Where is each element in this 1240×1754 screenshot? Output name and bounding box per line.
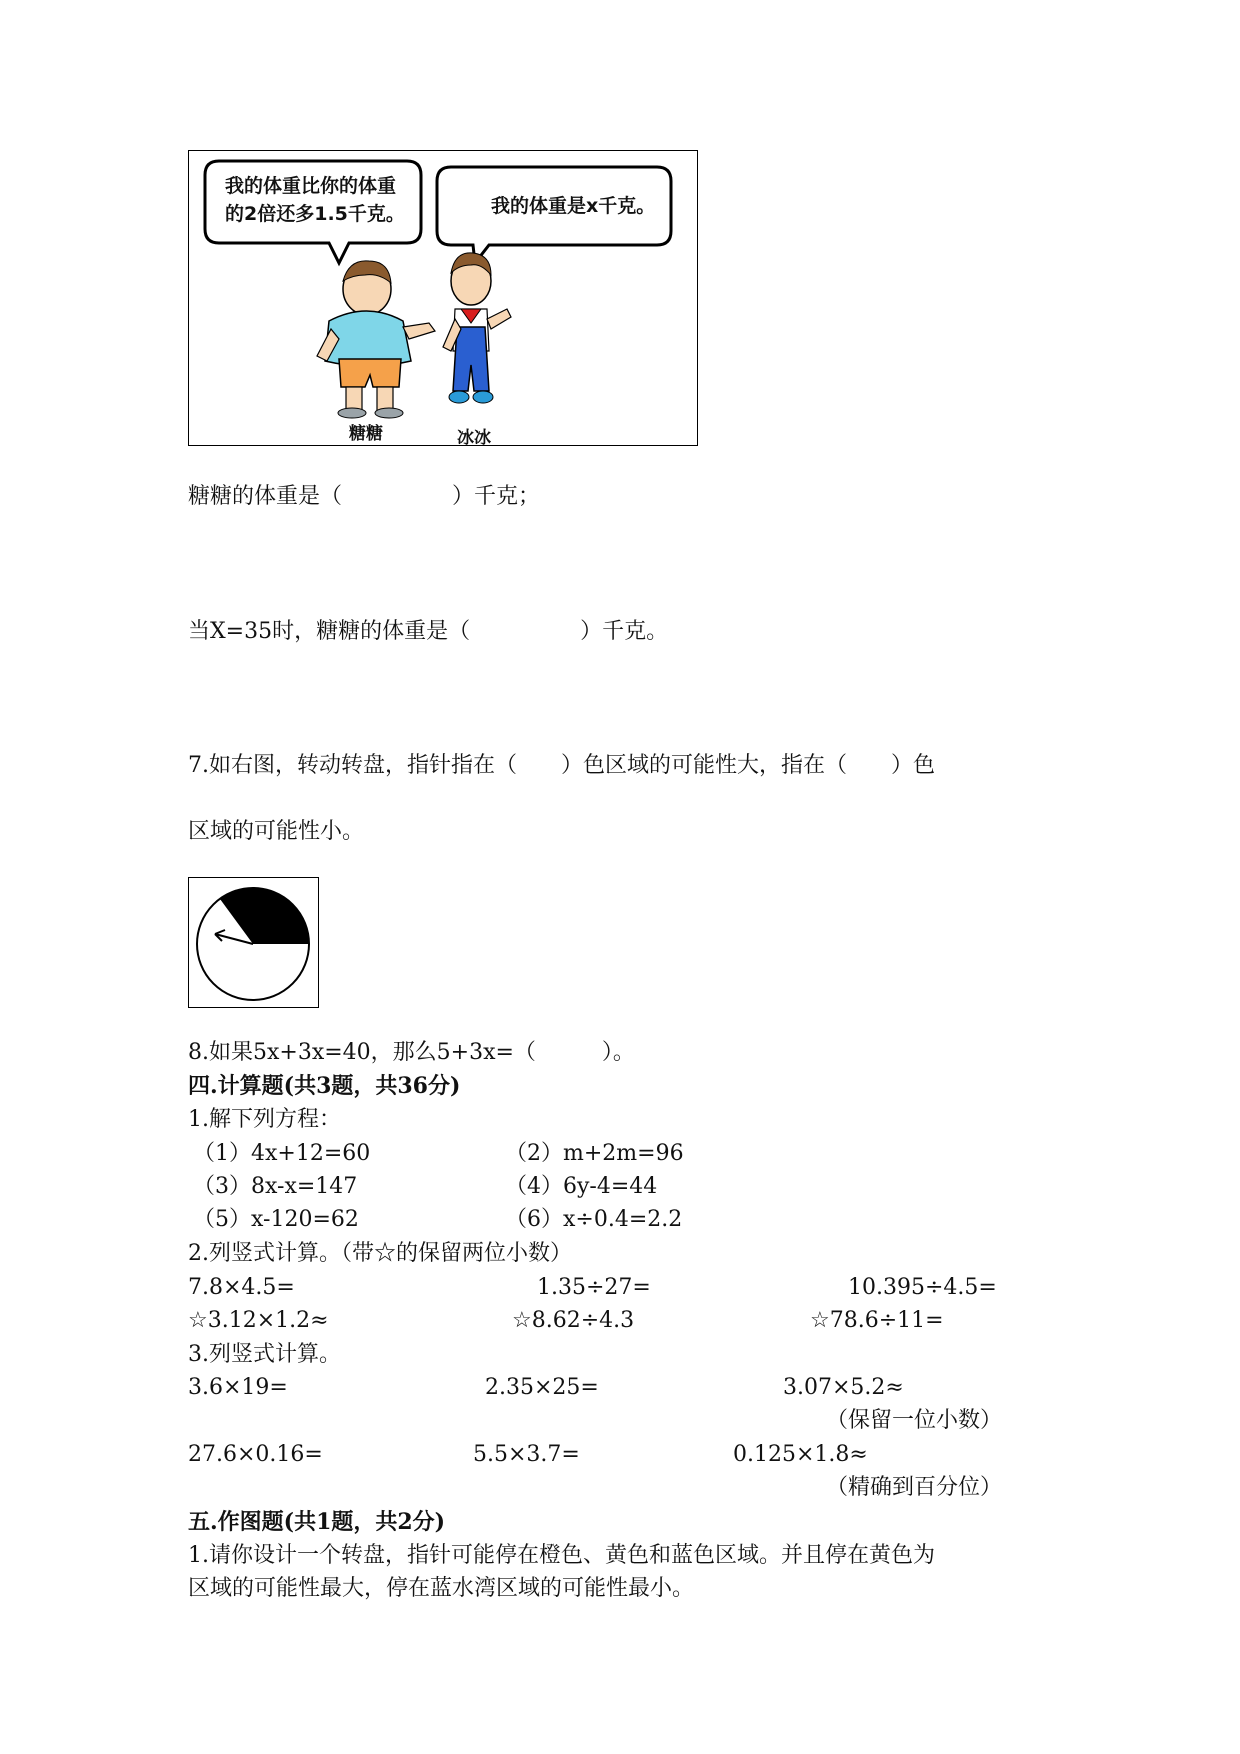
q7-line1: 7.如右图，转动转盘，指针指在（ ）色区域的可能性大，指在（ ）色 [188,753,935,778]
name-label-tangtang: 糖糖 [349,424,383,444]
section4-heading: 四.计算题(共3题，共36分) [188,1073,461,1099]
calc3-item-4: 27.6×0.16= [188,1442,323,1467]
calc3-item-3: 3.07×5.2≈ [783,1375,904,1400]
bubble-left-line1: 我的体重比你的体重 [225,175,397,197]
spinner-diagram [189,878,317,1006]
calc2-item-6: ☆78.6÷11= [810,1308,944,1333]
equation-1: （1）4x+12=60 [193,1141,371,1166]
calc3-item-6: 0.125×1.8≈ [733,1442,868,1467]
section4-p2-title: 2.列竖式计算。（带☆的保留两位小数） [188,1241,572,1266]
calc2-item-1: 7.8×4.5= [188,1275,295,1300]
equation-5: （5）x-120=62 [193,1207,359,1232]
calc2-item-5: ☆8.62÷4.3 [512,1308,635,1333]
equation-4: （4）6y-4=44 [505,1174,658,1199]
equation-3: （3）8x-x=147 [193,1174,358,1199]
calc2-item-4: ☆3.12×1.2≈ [188,1308,329,1333]
section4-p3-title: 3.列竖式计算。 [188,1342,341,1367]
bubble-left-line2: 的2倍还多1.5千克。 [225,203,405,225]
calc3-note-2: （精确到百分位） [826,1475,1003,1500]
q8-text: 8.如果5x+3x=40，那么5+3x=（ ）。 [188,1040,635,1065]
equation-6: （6）x÷0.4=2.2 [505,1207,683,1232]
section5-line2: 区域的可能性最大，停在蓝水湾区域的可能性最小。 [188,1576,695,1601]
name-label-bingbing: 冰冰 [457,428,491,448]
q6-line1: 糖糖的体重是（ ）千克； [188,484,541,509]
calc3-note-1: （保留一位小数） [826,1408,1003,1433]
calc3-item-1: 3.6×19= [188,1375,288,1400]
section4-p1-title: 1.解下列方程： [188,1107,341,1132]
bubble-right-text: 我的体重是x千克。 [491,195,656,217]
spinner-figure [188,877,319,1008]
weight-comparison-figure [188,150,698,446]
equation-2: （2）m+2m=96 [505,1141,684,1166]
q7-line2: 区域的可能性小。 [188,819,365,844]
q6-line2: 当X=35时，糖糖的体重是（ ）千克。 [188,619,669,644]
calc2-item-2: 1.35÷27= [537,1275,651,1300]
section5-line1: 1.请你设计一个转盘，指针可能停在橙色、黄色和蓝色区域。并且停在黄色为 [188,1543,935,1568]
calc3-item-2: 2.35×25= [485,1375,599,1400]
bingbing-character [443,253,511,403]
calc2-item-3: 10.395÷4.5= [848,1275,997,1300]
tangtang-character [317,261,435,418]
section5-heading: 五.作图题(共1题，共2分) [188,1509,446,1535]
calc3-item-5: 5.5×3.7= [473,1442,580,1467]
